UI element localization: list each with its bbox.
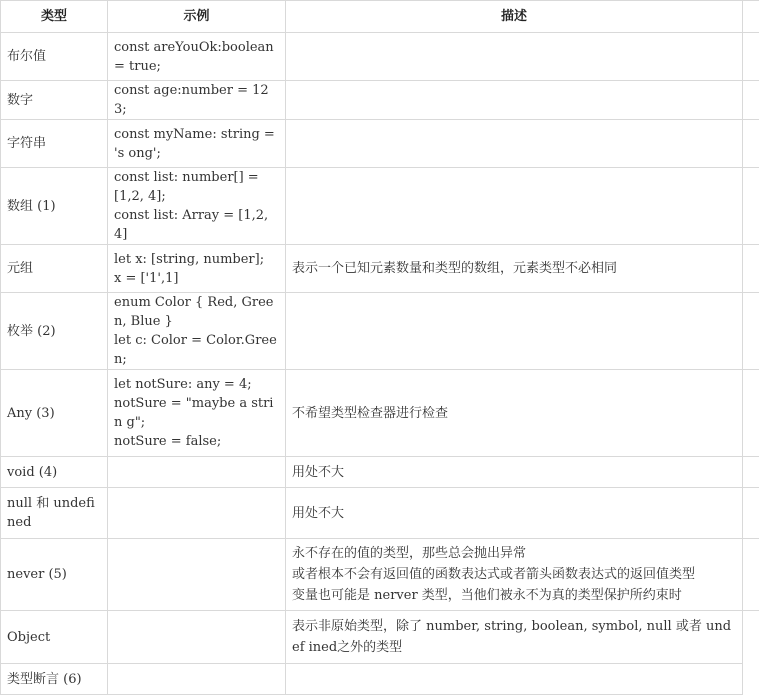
extra-cell <box>743 664 759 695</box>
type-cell: 类型断言 (6) <box>1 664 108 695</box>
description-line: 或者根本不会有返回值的函数表达式或者箭头函数表达式的返回值类型 <box>292 564 736 585</box>
description-cell <box>286 611 743 664</box>
example-line: enum Color { Red, Green, Blue } <box>114 293 279 331</box>
example-cell <box>108 457 286 488</box>
extra-cell <box>743 488 759 539</box>
extra-cell <box>743 245 759 293</box>
table-row <box>1 245 759 293</box>
example-line: let x: [string, number]; <box>114 250 279 269</box>
example-line: let notSure: any = 4; <box>114 375 279 394</box>
example-cell <box>108 168 286 245</box>
description-line: 用处不大 <box>292 462 736 483</box>
description-cell <box>286 539 743 611</box>
example-cell <box>108 293 286 370</box>
example-cell <box>108 245 286 293</box>
description-cell <box>286 168 743 245</box>
type-cell: never (5) <box>1 539 108 611</box>
extra-cell <box>743 539 759 611</box>
description-cell <box>286 664 743 695</box>
extra-cell <box>743 1 759 33</box>
extra-cell <box>743 168 759 245</box>
table-row <box>1 168 759 245</box>
description-cell <box>286 370 743 457</box>
extra-cell <box>743 81 759 120</box>
description-cell <box>286 33 743 81</box>
type-cell: 字符串 <box>1 120 108 168</box>
example-line: const age:number = 123; <box>114 81 279 119</box>
table-row <box>1 81 759 120</box>
extra-cell <box>743 120 759 168</box>
example-line: notSure = false; <box>114 432 279 451</box>
header-example: 示例 <box>108 1 286 33</box>
example-cell <box>108 539 286 611</box>
table-row <box>1 611 759 664</box>
type-cell: Any (3) <box>1 370 108 457</box>
description-line: 永不存在的值的类型，那些总会抛出异常 <box>292 543 736 564</box>
example-line: const areYouOk:boolean = true; <box>114 38 279 76</box>
table-row <box>1 293 759 370</box>
extra-cell <box>743 293 759 370</box>
example-cell <box>108 664 286 695</box>
example-cell <box>108 488 286 539</box>
extra-cell <box>743 457 759 488</box>
table-row <box>1 488 759 539</box>
description-line: 用处不大 <box>292 503 736 524</box>
example-cell <box>108 33 286 81</box>
description-line: 表示一个已知元素数量和类型的数组，元素类型不必相同 <box>292 258 736 279</box>
example-cell <box>108 611 286 664</box>
example-line: x = ['1',1] <box>114 269 279 288</box>
type-cell: 数字 <box>1 81 108 120</box>
type-cell: 数组 (1) <box>1 168 108 245</box>
description-line: 不希望类型检查器进行检查 <box>292 403 736 424</box>
type-cell: Object <box>1 611 108 664</box>
description-cell <box>286 293 743 370</box>
example-line: const myName: string = 's ong'; <box>114 125 279 163</box>
type-cell: void (4) <box>1 457 108 488</box>
description-cell <box>286 488 743 539</box>
type-cell: null 和 undefi ned <box>1 488 108 539</box>
description-cell <box>286 245 743 293</box>
example-cell <box>108 370 286 457</box>
example-cell <box>108 81 286 120</box>
table-row <box>1 370 759 457</box>
table-row <box>1 120 759 168</box>
description-cell <box>286 120 743 168</box>
table-row <box>1 33 759 81</box>
description-cell <box>286 457 743 488</box>
example-line: const list: number[] = [1,2, 4]; <box>114 168 279 206</box>
table-header-row <box>1 1 759 33</box>
example-cell <box>108 120 286 168</box>
extra-cell <box>743 611 759 664</box>
extra-cell <box>743 33 759 81</box>
example-line: const list: Array = [1,2,4] <box>114 206 279 244</box>
description-cell <box>286 81 743 120</box>
table-row <box>1 457 759 488</box>
description-line: 变量也可能是 nerver 类型，当他们被永不为真的类型保护所约束时 <box>292 585 736 606</box>
table-row <box>1 664 759 695</box>
header-type: 类型 <box>1 1 108 33</box>
type-cell: 元组 <box>1 245 108 293</box>
type-cell: 枚举 (2) <box>1 293 108 370</box>
table-row <box>1 539 759 611</box>
example-line: notSure = "maybe a strin g"; <box>114 394 279 432</box>
header-desc: 描述 <box>286 1 743 33</box>
type-cell: 布尔值 <box>1 33 108 81</box>
description-line: 表示非原始类型，除了 number, string, boolean, symbol, null 或者 undef ined之外的类型 <box>292 616 736 658</box>
extra-cell <box>743 370 759 457</box>
example-line: let c: Color = Color.Green; <box>114 331 279 369</box>
